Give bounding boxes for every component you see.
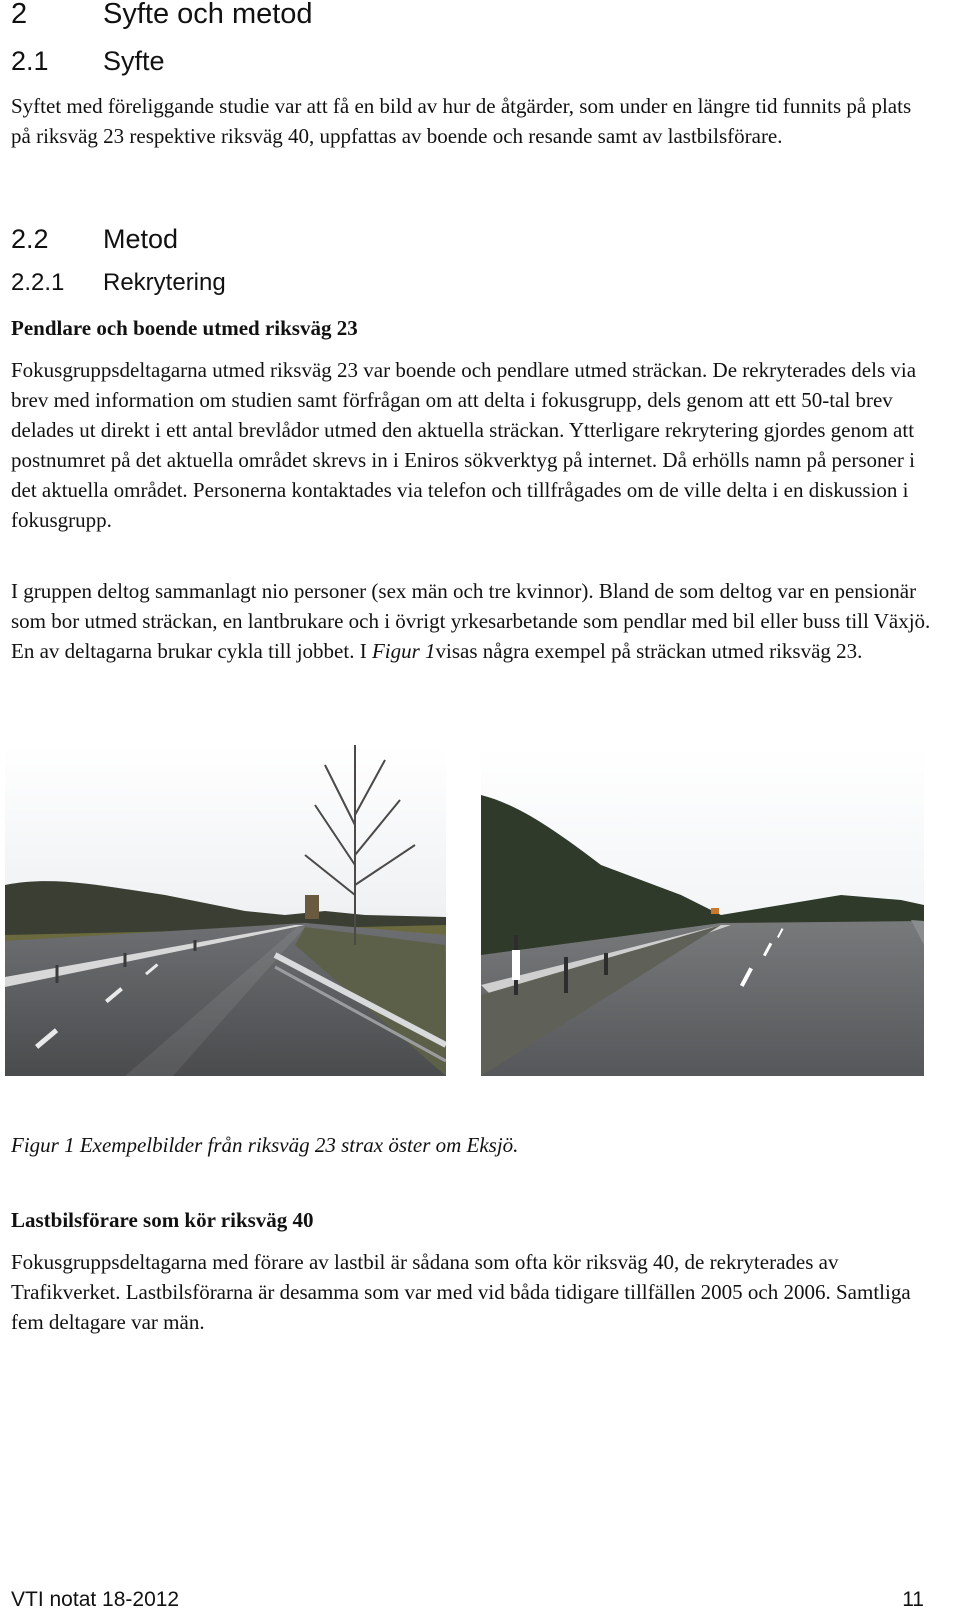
paragraph-rekrytering: Fokusgruppsdeltagarna utmed riksväg 23 var boende och pendlare utmed sträckan. De rekryterades dels via brev med information om studien samt förfrågan om att delta i fokusgrupp, dels genom att ett 50-tal brev delades ut direkt i ett antal brevlådor utmed den aktuella sträckan. Ytterligare rekrytering gjordes genom att postnumret på det aktuella området skrevs in i Eniros sökverktyg på internet. Då erhölls namn på personer i det aktuella området. Personerna kontaktades via telefon och tillfrågades om de ville delta i en diskussion i fokusgrupp.	[11, 358, 917, 532]
heading-1	[11, 0, 313, 31]
heading-2-1	[11, 44, 165, 78]
paragraph-gruppen-text: I gruppen deltog sammanlagt nio personer (sex män och tre kvinnor). Bland de som deltog var en pensionär som bor utmed sträckan, en lantbrukare och i övrigt yrkesarbetande som pendlar med bil eller buss till Växjö. En av deltagarna brukar cykla till jobbet. I	[11, 579, 931, 663]
subheading-lastbil: Lastbilsförare som kör riksväg 40	[11, 1208, 314, 1232]
heading-1-number: 2	[11, 0, 28, 30]
paragraph-gruppen-end: visas några exempel på sträckan utmed riksväg 23.	[435, 639, 863, 663]
heading-2-2-1-number: 2.2.1	[11, 269, 65, 296]
figure-reference[interactable]: Figur 1	[371, 639, 436, 663]
road-photo-left	[5, 745, 446, 1076]
page-number: 11	[902, 1588, 924, 1611]
syfte-paragraph: Syftet med föreliggande studie var att få en bild av hur de åtgärder, som under en längre tid funnits på plats på riksväg 23 respektive riksväg 40, uppfattas av boende och resande samt av lastbilsförare.	[11, 94, 912, 148]
heading-2-2-1-title: Rekrytering	[103, 269, 226, 296]
heading-2-2-number: 2.2	[11, 224, 49, 254]
heading-2-2-title: Metod	[103, 224, 179, 254]
subheading-pendlare: Pendlare och boende utmed riksväg 23	[11, 316, 358, 340]
figure-caption: Figur 1 Exempelbilder från riksväg 23 strax öster om Eksjö.	[11, 1133, 519, 1157]
heading-2-2-1	[11, 268, 226, 298]
footer-publication: VTI notat 18-2012	[11, 1588, 180, 1611]
heading-2-2	[11, 222, 178, 256]
heading-2-1-number: 2.1	[11, 46, 49, 76]
road-photo-right	[481, 745, 924, 1076]
paragraph-lastbil: Fokusgruppsdeltagarna med förare av lastbil är sådana som ofta kör riksväg 40, de rekryterades av Trafikverket. Lastbilsförarna är desamma som var med vid båda tidigare tillfällen 2005 och 2006. Samtliga fem deltagare var män.	[11, 1250, 911, 1334]
paragraph-gruppen	[11, 576, 936, 666]
heading-1-title: Syfte och metod	[103, 0, 313, 30]
heading-2-1-title: Syfte	[103, 46, 165, 76]
